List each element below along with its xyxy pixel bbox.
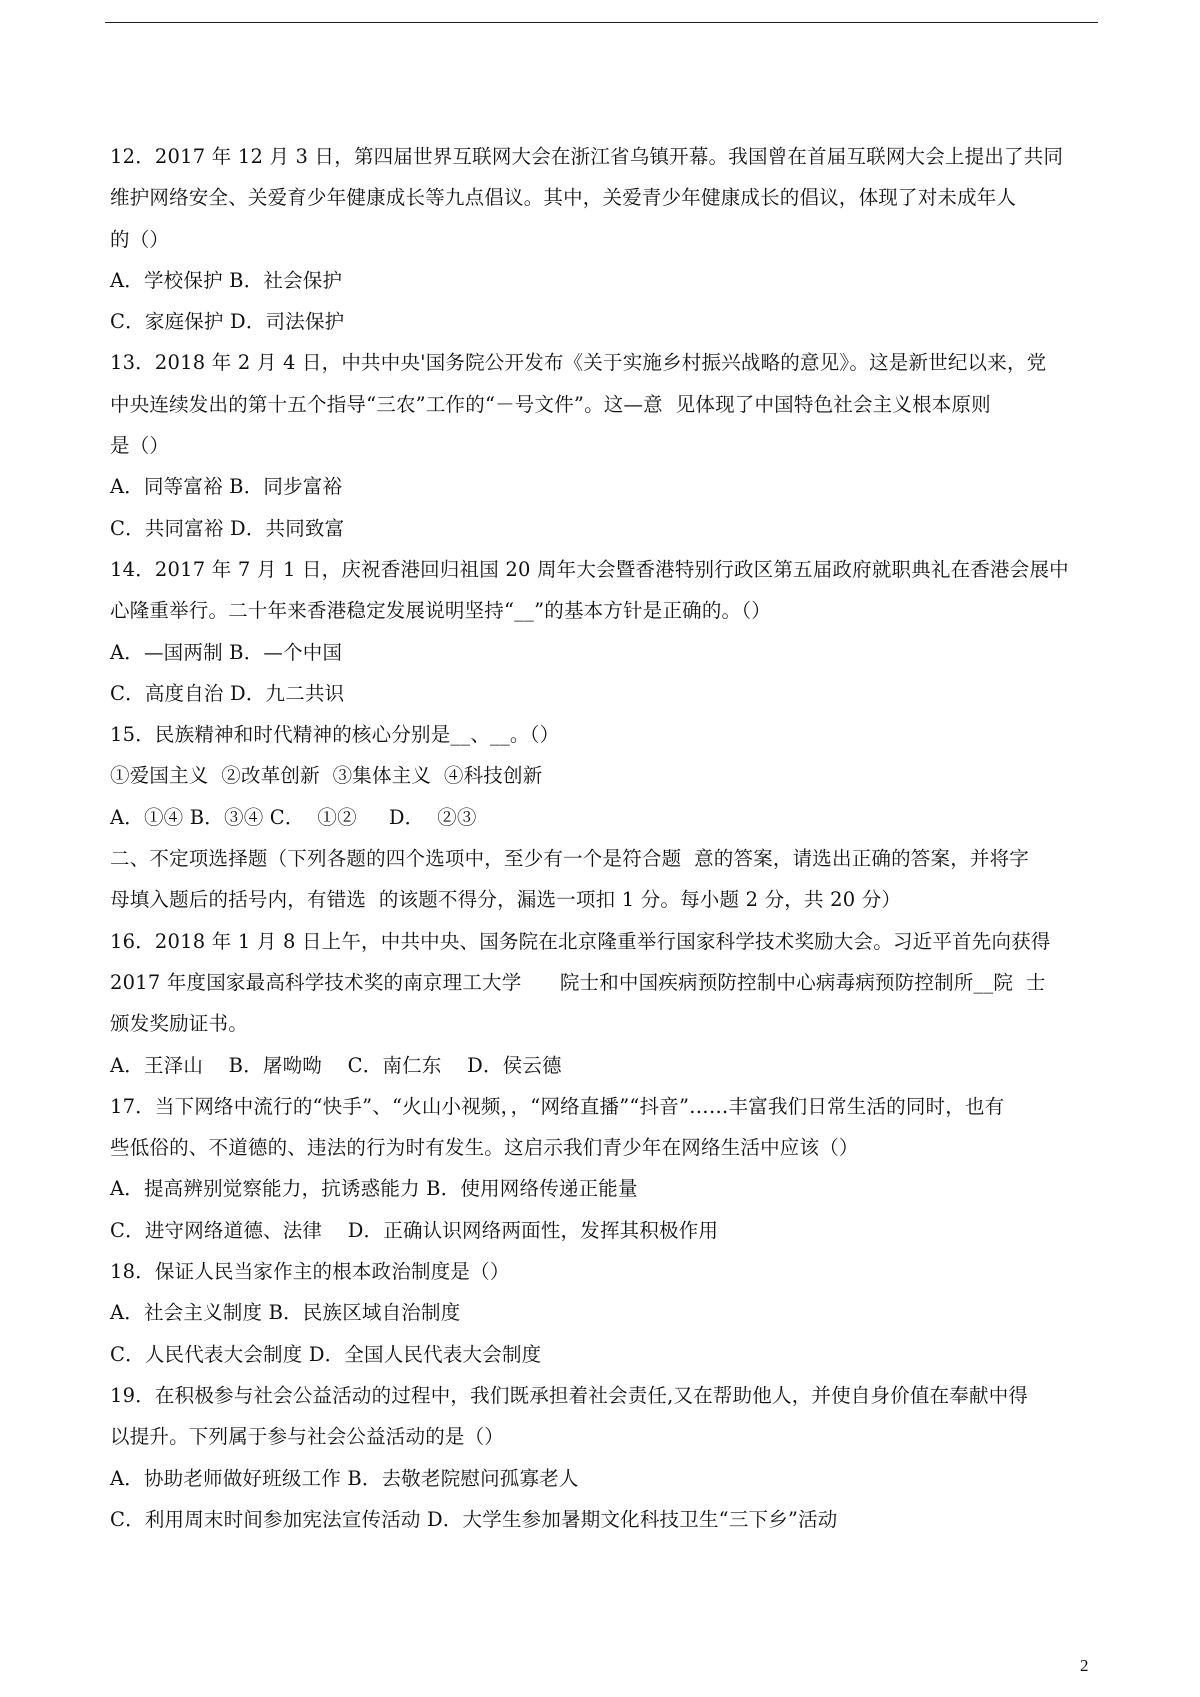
option-line: C．利用周末时间参加宪法宣传活动 D．大学生参加暑期文化科技卫生“三下乡”活动: [110, 1507, 838, 1531]
text-line: 19．在积极参与社会公益活动的过程中，我们既承担着社会责任,又在帮助他人，并使自身价值在奉献中得: [110, 1383, 1029, 1407]
text-line: 心隆重举行。二十年来香港稳定发展说明坚持“__”的基本方针是正确的。（）: [110, 599, 771, 623]
text-line: 16．2018 年 1 月 8 日上午，中共中央、国务院在北京隆重举行国家科学技术奖励大会。习近平首先向获得: [110, 929, 1051, 953]
text-line: 14．2017 年 7 月 1 日，庆祝香港回归祖国 20 周年大会暨香港特别行政区第五届政府就职典礼在香港会展中: [110, 557, 1069, 581]
option-line: A．提高辨别觉察能力，抗诱惑能力 B．使用网络传递正能量: [110, 1177, 638, 1201]
option-line: C．共同富裕 D．共同致富: [110, 516, 345, 540]
text-line: 2017 年度国家最高科学技术奖的南京理工大学 院士和中国疾病预防控制中心病毒病预防控制所__院 士: [110, 970, 1046, 994]
option-line: C．进守网络道德、法律 D．正确认识网络两面性，发挥其积极作用: [110, 1218, 719, 1242]
option-line: A．协助老师做好班级工作 B．去敬老院慰问孤寡老人: [110, 1466, 579, 1490]
text-line: 维护网络安全、关爱育少年健康成长等九点倡议。其中，关爱青少年健康成长的倡议，体现了对未成年人: [110, 186, 1017, 210]
text-line: 些低俗的、不道德的、违法的行为时有发生。这启示我们青少年在网络生活中应该（）: [110, 1136, 859, 1160]
text-line: 的（）: [110, 227, 170, 251]
header-rule: [105, 22, 1098, 23]
text-line: 17．当下网络中流行的“快手”、“火山小视频，，“网络直播”“抖音”……丰富我们日常生活的同时，也有: [110, 1094, 1005, 1118]
text-line: 12．2017 年 12 月 3 日，第四届世界互联网大会在浙江省乌镇开幕。我国曾在首届互联网大会上提出了共同: [110, 145, 1064, 168]
text-line: 18．保证人民当家作主的根本政治制度是（）: [110, 1260, 510, 1284]
text-line: 颁发奖励证书。: [110, 1012, 248, 1036]
text-line: 以提升。下列属于参与社会公益活动的是（）: [110, 1425, 505, 1449]
option-line: C．高度自治 D．九二共识: [110, 681, 345, 705]
text-line: ①爱国主义 ②改革创新 ③集体主义 ④科技创新: [110, 764, 543, 788]
document-body: [110, 136, 1100, 1540]
section-heading: 母填入题后的括号内，有错选 的该题不得分，漏选一项扣 1 分。每小题 2 分，共 20 分）: [110, 888, 902, 912]
option-line: A．社会主义制度 B．民族区域自治制度: [110, 1301, 461, 1325]
section-heading: 二、不定项选择题（下列各题的四个选项中，至少有一个是符合题 意的答案，请选出正确的答案，并将字: [110, 847, 1029, 871]
text-line: 13．2018 年 2 月 4 日，中共中央'国务院公开发布《关于实施乡村振兴战略的意见》。这是新世纪以来，党: [110, 351, 1047, 375]
option-line: A．王泽山 B．屠呦呦 C．南仁东 D．侯云德: [110, 1053, 562, 1077]
page-number: 2: [1080, 1656, 1089, 1675]
text-line: 15．民族精神和时代精神的核心分别是__、__。（）: [110, 723, 560, 747]
option-line: A．—国两制 B．—个中国: [110, 640, 343, 664]
option-line: A．①④ B．③④ C． ①② D． ②③: [110, 805, 477, 829]
option-line: C．家庭保护 D．司法保护: [110, 310, 345, 334]
text-line: 是（）: [110, 434, 170, 458]
option-line: C．人民代表大会制度 D．全国人民代表大会制度: [110, 1342, 542, 1366]
option-line: A．学校保护 B．社会保护: [110, 268, 343, 292]
option-line: A．同等富裕 B．同步富裕: [110, 475, 343, 499]
text-line: 中央连续发出的第十五个指导“三农”工作的“－号文件”。这—意 见体现了中国特色社会主义根本原则: [110, 392, 991, 416]
